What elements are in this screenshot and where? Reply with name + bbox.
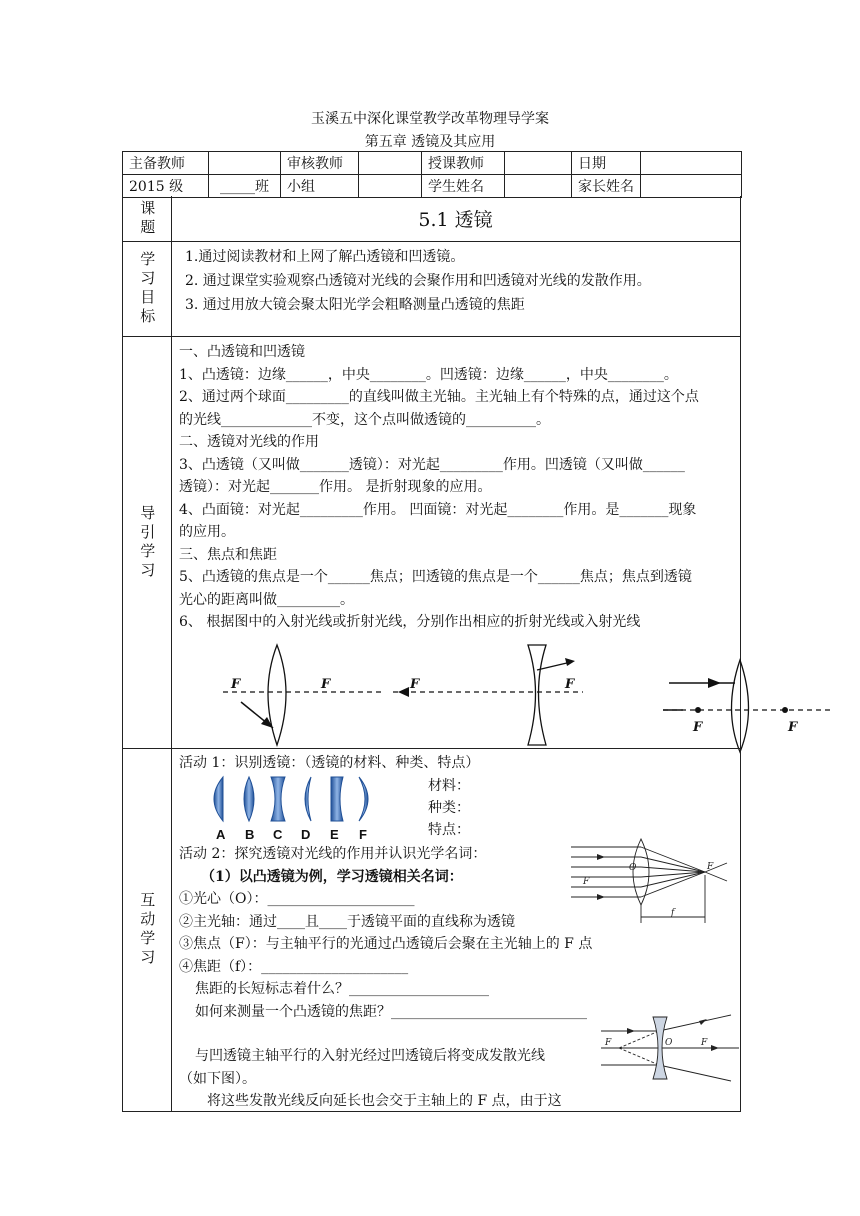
question-focal-meaning: 焦距的长短标志着什么？____________________ bbox=[195, 981, 489, 997]
label-f-right: F bbox=[707, 862, 714, 872]
label-parent-name: 家长姓名 bbox=[572, 175, 641, 198]
label-lead-teacher: 主备教师 bbox=[123, 152, 209, 175]
info-table bbox=[122, 151, 742, 198]
lens-types-figure bbox=[209, 775, 409, 843]
goal-item: 3. 通过用放大镜会聚太阳光学会粗略测量凸透镜的焦距 bbox=[185, 297, 525, 313]
topic-value: 5.1 透镜 bbox=[418, 209, 493, 231]
value-lead-teacher[interactable] bbox=[209, 152, 281, 175]
guide-line: 二、透镜对光线的作用 bbox=[179, 434, 319, 450]
guide-section bbox=[122, 336, 798, 749]
lens-e-icon bbox=[331, 777, 343, 821]
lens-f-icon bbox=[359, 777, 368, 821]
interactive-section bbox=[122, 748, 741, 1112]
value-review-teacher[interactable] bbox=[359, 152, 422, 175]
guide-line: 透镜）：对光起_______作用。 是折射现象的应用。 bbox=[179, 479, 492, 495]
convex-focus-figure bbox=[567, 837, 739, 935]
concave-focus-figure bbox=[599, 1015, 741, 1085]
label-f-right: F bbox=[701, 1038, 708, 1048]
label-f-left: F bbox=[583, 877, 590, 887]
lens-letter: A bbox=[216, 827, 226, 842]
term-focal-length: ④焦距（f）：_____________________ bbox=[179, 958, 409, 975]
activity-2-sub: （1）以凸透镜为例，学习透镜相关名词： bbox=[201, 868, 463, 885]
guide-line: 一、凸透镜和凹透镜 bbox=[179, 344, 305, 360]
question-measure-focal: 如何来测量一个凸透镜的焦距？____________________________ bbox=[195, 1003, 587, 1020]
goals-section bbox=[122, 241, 741, 337]
lens-b-icon bbox=[244, 777, 254, 821]
label-f-left: F bbox=[605, 1038, 612, 1048]
label-f-length: f bbox=[671, 908, 675, 918]
focus-label: F bbox=[231, 677, 241, 692]
label-review-teacher: 审核教师 bbox=[281, 152, 359, 175]
term-optical-center: ①光心（O）：_____________________ bbox=[179, 891, 415, 907]
label-class: _____班 bbox=[209, 175, 281, 198]
prop-material: 材料： bbox=[428, 778, 470, 794]
label-o: O bbox=[629, 863, 637, 873]
focus-label: F bbox=[788, 720, 798, 735]
guide-line: 1、凸透镜：边缘______，中央________。凹透镜：边缘______，中央________。 bbox=[179, 366, 678, 383]
lens-a-icon bbox=[214, 777, 223, 821]
interactive-label: 互动学习 bbox=[138, 892, 157, 968]
guide-label: 导引学习 bbox=[138, 504, 157, 581]
value-parent-name[interactable] bbox=[641, 175, 742, 198]
prop-feature: 特点： bbox=[428, 822, 470, 838]
guide-line: 4、凸面镜：对光起_________作用。 凹面镜：对光起________作用。是_______现象 bbox=[179, 501, 697, 518]
label-class-teacher: 授课教师 bbox=[422, 152, 505, 175]
doc-title: 玉溪五中深化课堂教学改革物理导学案 bbox=[311, 111, 549, 127]
table-row bbox=[123, 152, 742, 175]
lens-letter: E bbox=[330, 827, 339, 842]
value-date[interactable] bbox=[641, 152, 742, 175]
table-row bbox=[123, 175, 742, 198]
lens-c-icon bbox=[271, 777, 285, 821]
topic-label: 课题 bbox=[138, 199, 157, 238]
lens-props bbox=[428, 775, 470, 841]
interactive-body bbox=[179, 752, 734, 775]
focus-label: F bbox=[410, 677, 420, 692]
value-student-name[interactable] bbox=[505, 175, 572, 198]
guide-line: 三、焦点和焦距 bbox=[179, 546, 277, 563]
value-class-teacher[interactable] bbox=[505, 152, 572, 175]
guide-line: 的应用。 bbox=[179, 524, 235, 540]
lens-letter: B bbox=[245, 827, 255, 842]
topic-section bbox=[122, 196, 741, 242]
convex-lens-diagram-2 bbox=[663, 660, 833, 752]
convex-lens-diagram-1 bbox=[223, 645, 383, 745]
focus-label: F bbox=[321, 677, 331, 692]
lens-letter: D bbox=[301, 827, 311, 842]
concave-description-2: （如下图）。 bbox=[179, 1070, 256, 1087]
prop-type: 种类： bbox=[428, 800, 470, 816]
label-date: 日期 bbox=[572, 152, 641, 175]
concave-description: 与凹透镜主轴平行的入射光经过凹透镜后将变成发散光线 bbox=[195, 1048, 545, 1064]
guide-line: 6、 根据图中的入射光线或折射光线，分别作出相应的折射光线或入射光线 bbox=[179, 614, 641, 630]
guide-line: 的光线_____________不变，这个点叫做透镜的__________。 bbox=[179, 411, 550, 428]
label-student-name: 学生姓名 bbox=[422, 175, 505, 198]
focus-label: F bbox=[693, 720, 703, 735]
lens-d-icon bbox=[305, 777, 311, 821]
label-o: O bbox=[665, 1038, 673, 1048]
guide-line: 2、通过两个球面_________的直线叫做主光轴。主光轴上有个特殊的点，通过这个点 bbox=[179, 389, 699, 405]
label-grade: 2015 级 bbox=[123, 175, 209, 198]
term-focus: ③焦点（F）：与主轴平行的光通过凸透镜后会聚在主光轴上的 F 点 bbox=[179, 936, 593, 952]
label-group: 小组 bbox=[281, 175, 359, 198]
concave-lens-diagram bbox=[393, 645, 583, 745]
value-group[interactable] bbox=[359, 175, 422, 198]
goals-body bbox=[185, 245, 734, 317]
guide-line: 3、凸透镜（又叫做_______透镜）：对光起_________作用。凹透镜（又叫做______ bbox=[179, 456, 685, 473]
activity-1-title: 活动 1：识别透镜：（透镜的材料、种类、特点） bbox=[179, 755, 480, 771]
lens-letter: F bbox=[359, 827, 367, 842]
focus-label: F bbox=[565, 677, 575, 692]
activity-2-title: 活动 2：探究透镜对光线的作用并认识光学名词： bbox=[179, 846, 487, 862]
ray-diagrams bbox=[213, 640, 798, 750]
lens-letter: C bbox=[273, 827, 283, 842]
guide-line: 5、凸透镜的焦点是一个______焦点；凹透镜的焦点是一个______焦点；焦点到透镜 bbox=[179, 569, 692, 585]
guide-line: 光心的距离叫做_________。 bbox=[179, 591, 354, 608]
goal-item: 2. 通过课堂实验观察凸透镜对光线的会聚作用和凹透镜对光线的发散作用。 bbox=[185, 273, 651, 289]
guide-body bbox=[179, 341, 734, 634]
goals-label: 学习目标 bbox=[138, 251, 157, 327]
goal-item: 1.通过阅读教材和上网了解凸透镜和凹透镜。 bbox=[185, 249, 465, 265]
concave-description-3: 将这些发散光线反向延长也会交于主轴上的 F 点，由于这 bbox=[207, 1093, 562, 1109]
term-main-axis: ②主光轴：通过____且____于透镜平面的直线称为透镜 bbox=[179, 913, 515, 930]
chapter-title: 第五章 透镜及其应用 bbox=[364, 134, 496, 150]
